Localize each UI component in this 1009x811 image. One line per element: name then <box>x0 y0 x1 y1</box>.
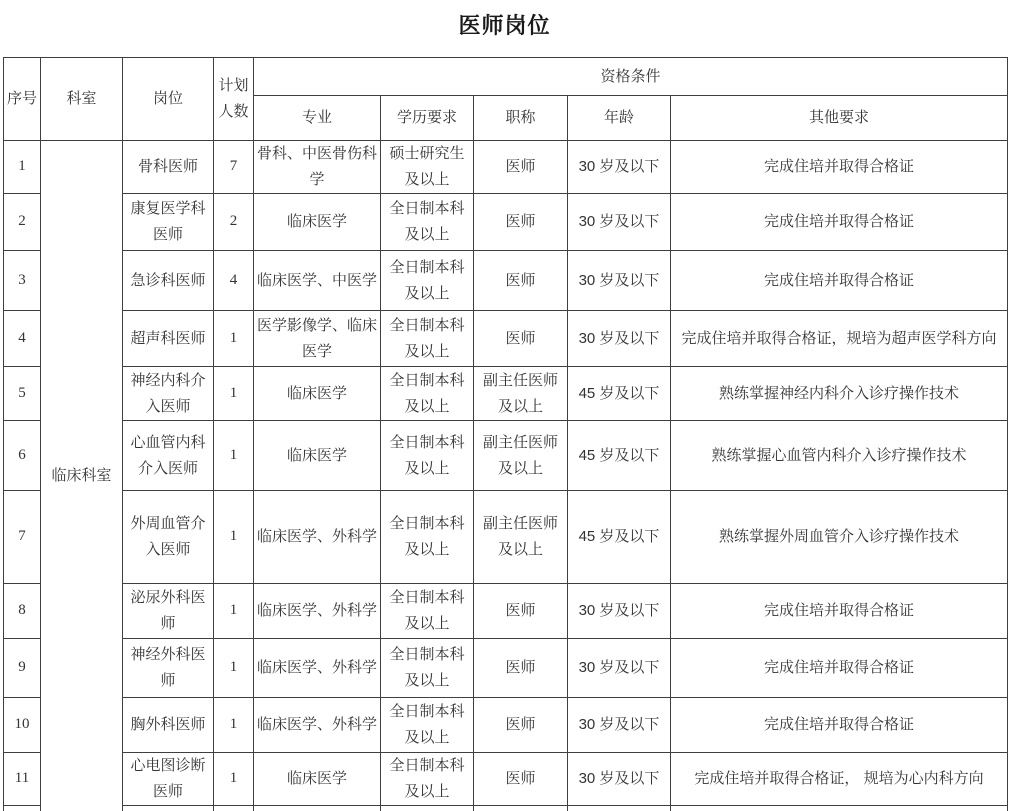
cell-position: 超声科医师 <box>123 311 214 367</box>
cell-planned: 1 <box>214 311 254 367</box>
table-row <box>4 753 1008 806</box>
cell-education: 全日制本科及以上 <box>381 753 474 806</box>
table-row <box>4 251 1008 311</box>
cell-education: 硕士研究生及以上 <box>381 141 474 194</box>
cell-other: 完成住培并取得合格证 <box>671 698 1008 753</box>
cell-title: 医师 <box>474 141 568 194</box>
cell-major <box>254 806 381 811</box>
cell-title: 医师 <box>474 251 568 311</box>
cell-age: 30 岁及以下 <box>568 141 671 194</box>
cell-position: 外周血管介入医师 <box>123 491 214 584</box>
cell-major: 医学影像学、临床医学 <box>254 311 381 367</box>
table-row <box>4 491 1008 584</box>
cell-education: 全日制本科及以上 <box>381 251 474 311</box>
header-age: 年龄 <box>568 96 671 141</box>
cell-other: 完成住培并取得合格证， 规培为心内科方向 <box>671 753 1008 806</box>
cell-planned: 1 <box>214 491 254 584</box>
header-major: 专业 <box>254 96 381 141</box>
cell-position: 泌尿外科医师 <box>123 584 214 639</box>
cell-title: 医师 <box>474 698 568 753</box>
cell-other: 完成住培并取得合格证 <box>671 141 1008 194</box>
cell-position: 心电图诊断医师 <box>123 753 214 806</box>
table-row <box>4 584 1008 639</box>
cell-position: 骨科医师 <box>123 141 214 194</box>
header-education: 学历要求 <box>381 96 474 141</box>
cell-no: 11 <box>4 753 41 806</box>
cell-major: 骨科、中医骨伤科学 <box>254 141 381 194</box>
header-dept: 科室 <box>41 58 123 141</box>
cell-other: 完成住培并取得合格证 <box>671 584 1008 639</box>
cell-title: 副主任医师及以上 <box>474 421 568 491</box>
cell-title: 副主任医师及以上 <box>474 367 568 421</box>
header-no: 序号 <box>4 58 41 141</box>
cell-other: 完成住培并取得合格证 <box>671 251 1008 311</box>
table-row <box>4 367 1008 421</box>
cell-position: 心血管内科介入医师 <box>123 421 214 491</box>
page-title: 医师岗位 <box>458 13 551 38</box>
cell-planned <box>214 806 254 811</box>
header-qualification: 资格条件 <box>254 58 1008 96</box>
cell-age: 30 岁及以下 <box>568 194 671 251</box>
table-row <box>4 311 1008 367</box>
cell-other: 熟练掌握心血管内科介入诊疗操作技术 <box>671 421 1008 491</box>
cell-major: 临床医学 <box>254 194 381 251</box>
header-position: 岗位 <box>123 58 214 141</box>
table-row <box>4 639 1008 698</box>
cell-education: 全日制本科及以上 <box>381 639 474 698</box>
cell-title: 医师 <box>474 194 568 251</box>
cell-planned: 1 <box>214 367 254 421</box>
cell-age: 30 岁及以下 <box>568 698 671 753</box>
cell-position: 急诊科医师 <box>123 251 214 311</box>
cell-other: 完成住培并取得合格证，规培为超声医学科方向 <box>671 311 1008 367</box>
partial-row <box>4 806 1008 811</box>
cell-planned: 1 <box>214 421 254 491</box>
positions-table <box>3 57 1008 811</box>
cell-education: 全日制本科及以上 <box>381 698 474 753</box>
cell-no: 9 <box>4 639 41 698</box>
cell-planned: 4 <box>214 251 254 311</box>
cell-position: 神经内科介入医师 <box>123 367 214 421</box>
cell-age: 45 岁及以下 <box>568 421 671 491</box>
cell-no: 2 <box>4 194 41 251</box>
cell-planned: 7 <box>214 141 254 194</box>
cell-no: 5 <box>4 367 41 421</box>
cell-title: 副主任医师及以上 <box>474 491 568 584</box>
cell-age: 30 岁及以下 <box>568 311 671 367</box>
cell-age: 30 岁及以下 <box>568 584 671 639</box>
header-title: 职称 <box>474 96 568 141</box>
cell-title: 医师 <box>474 639 568 698</box>
cell-major: 临床医学、外科学 <box>254 491 381 584</box>
cell-age: 30 岁及以下 <box>568 753 671 806</box>
cell-position: 康复医学科医师 <box>123 194 214 251</box>
cell-no: 1 <box>4 141 41 194</box>
cell-no: 8 <box>4 584 41 639</box>
cell-planned: 1 <box>214 639 254 698</box>
cell-title <box>474 806 568 811</box>
header-other: 其他要求 <box>671 96 1008 141</box>
cell-age: 45 岁及以下 <box>568 491 671 584</box>
cell-position: 胸外科医师 <box>123 698 214 753</box>
cell-age: 30 岁及以下 <box>568 639 671 698</box>
header-planned: 计划人数 <box>214 58 254 141</box>
cell-age: 30 岁及以下 <box>568 251 671 311</box>
cell-education: 全日制本科及以上 <box>381 491 474 584</box>
cell-education: 全日制本科及以上 <box>381 421 474 491</box>
cell-education: 全日制本科及以上 <box>381 311 474 367</box>
cell-major: 临床医学 <box>254 421 381 491</box>
cell-other: 完成住培并取得合格证 <box>671 639 1008 698</box>
cell-no: 4 <box>4 311 41 367</box>
cell-age: 45 岁及以下 <box>568 367 671 421</box>
cell-education: 全日制本科及以上 <box>381 584 474 639</box>
cell-major: 临床医学、中医学 <box>254 251 381 311</box>
table-row <box>4 141 1008 194</box>
cell-no: 3 <box>4 251 41 311</box>
cell-education: 全日制本科及以上 <box>381 367 474 421</box>
cell-major: 临床医学、外科学 <box>254 584 381 639</box>
cell-planned: 2 <box>214 194 254 251</box>
cell-planned: 1 <box>214 753 254 806</box>
cell-education <box>381 806 474 811</box>
cell-other <box>671 806 1008 811</box>
table-row <box>4 421 1008 491</box>
cell-no: 7 <box>4 491 41 584</box>
cell-title: 医师 <box>474 753 568 806</box>
cell-title: 医师 <box>474 584 568 639</box>
cell-age <box>568 806 671 811</box>
cell-other: 完成住培并取得合格证 <box>671 194 1008 251</box>
cell-other: 熟练掌握神经内科介入诊疗操作技术 <box>671 367 1008 421</box>
cell-planned: 1 <box>214 698 254 753</box>
table-row <box>4 698 1008 753</box>
cell-no: 6 <box>4 421 41 491</box>
cell-no: 10 <box>4 698 41 753</box>
cell-major: 临床医学 <box>254 367 381 421</box>
cell-other: 熟练掌握外周血管介入诊疗操作技术 <box>671 491 1008 584</box>
cell-title: 医师 <box>474 311 568 367</box>
cell-major: 临床医学、外科学 <box>254 639 381 698</box>
cell-position <box>123 806 214 811</box>
cell-no <box>4 806 41 811</box>
cell-planned: 1 <box>214 584 254 639</box>
cell-major: 临床医学、外科学 <box>254 698 381 753</box>
cell-education: 全日制本科及以上 <box>381 194 474 251</box>
cell-position: 神经外科医师 <box>123 639 214 698</box>
dept-cell: 临床科室 <box>41 141 123 811</box>
cell-major: 临床医学 <box>254 753 381 806</box>
table-row <box>4 194 1008 251</box>
header-row-1 <box>4 58 1008 96</box>
